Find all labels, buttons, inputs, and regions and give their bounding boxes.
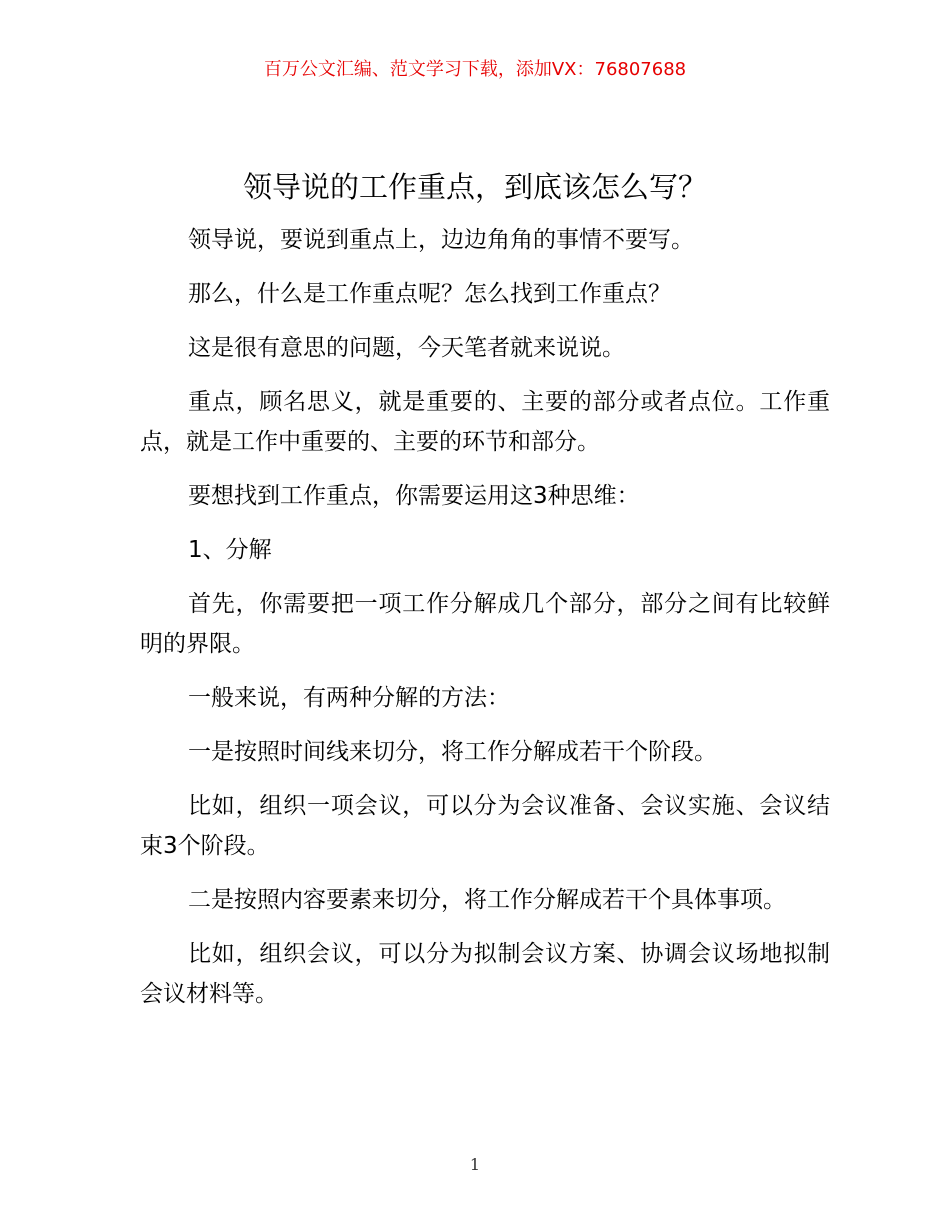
paragraph: 这是很有意思的问题，今天笔者就来说说。 <box>188 335 625 361</box>
paragraph: 比如，组织会议，可以分为拟制会议方案、协调会议场地拟制会议材料等。 <box>140 941 830 1007</box>
paragraph: 重点，顾名思义，就是重要的、主要的部分或者点位。工作重点，就是工作中重要的、主要的环节和部分。 <box>140 389 830 455</box>
paragraph: 领导说，要说到重点上，边边角角的事情不要写。 <box>188 227 694 253</box>
paragraph: 二是按照内容要素来切分，将工作分解成若干个具体事项。 <box>188 887 786 913</box>
section-heading: 1、分解 <box>188 537 272 563</box>
paragraph: 那么，什么是工作重点呢？怎么找到工作重点？ <box>188 281 671 307</box>
paragraph: 一是按照时间线来切分，将工作分解成若干个阶段。 <box>188 739 717 765</box>
page-number: 1 <box>469 1155 481 1174</box>
paragraph: 比如，组织一项会议，可以分为会议准备、会议实施、会议结束3个阶段。 <box>140 793 830 859</box>
paragraph: 要想找到工作重点，你需要运用这3种思维： <box>188 483 640 509</box>
paragraph: 一般来说，有两种分解的方法： <box>188 685 510 711</box>
document-body <box>140 220 830 1028</box>
document-title: 领导说的工作重点，到底该怎么写？ <box>242 170 707 204</box>
header-banner: 百万公文汇编、范文学习下载，添加VX：76807688 <box>263 59 687 80</box>
paragraph: 首先，你需要把一项工作分解成几个部分，部分之间有比较鲜明的界限。 <box>140 591 830 657</box>
